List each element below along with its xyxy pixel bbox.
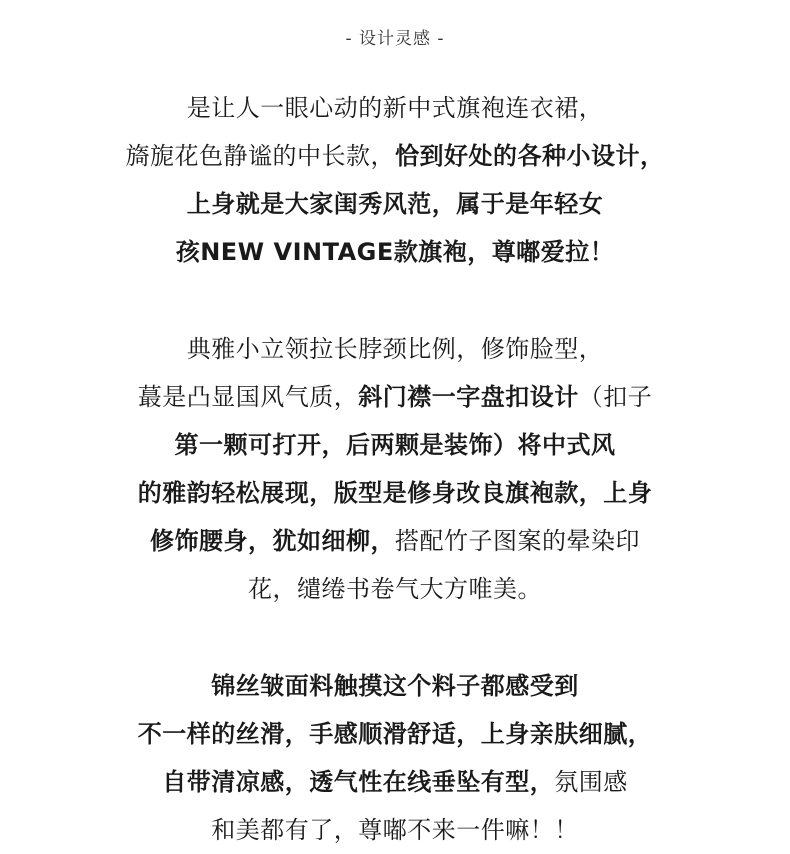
text-line (0, 710, 790, 758)
text-segment: 锦丝皱面料触摸这个料子都感受到 (211, 672, 579, 700)
text-segment: 搭配竹子图案的晕染印 (395, 527, 640, 555)
text-line (0, 517, 790, 565)
text-segment: 花，缱绻书卷气大方唯美。 (248, 575, 542, 603)
text-line (0, 565, 790, 613)
text-line (0, 373, 790, 421)
text-segment: 是让人一眼心动的新中式旗袍连衣裙， (186, 94, 604, 122)
text-segment: 和美都有了，尊嘟不来一件嘛！！ (211, 816, 579, 844)
text-line (0, 806, 790, 854)
text-segment: 自带清凉感，透气性在线垂坠有型， (162, 768, 555, 796)
text-line (0, 84, 790, 132)
text-segment: 斜门襟一字盘扣设计 (358, 383, 579, 411)
text-segment: 不一样的丝滑，手感顺滑舒适，上身亲肤细腻， (137, 720, 653, 748)
text-segment: 蕞是凸显国风气质， (137, 383, 359, 411)
text-segment: （扣子 (578, 383, 653, 411)
text-line (0, 132, 790, 180)
text-segment: 典雅小立领拉长脖颈比例，修饰脸型， (186, 335, 604, 363)
text-line (0, 180, 790, 228)
text-segment: 旖旎花色静谧的中长款， (125, 142, 395, 170)
section-title: - 设计灵感 - (345, 29, 445, 49)
text-line (0, 469, 790, 517)
text-line (0, 228, 790, 276)
text-segment: 氛围感 (554, 768, 628, 796)
text-segment: 上身就是大家闺秀风范，属于是年轻女 (186, 190, 604, 218)
paragraph-fabric (0, 662, 790, 854)
text-segment: 修饰腰身，犹如细柳， (150, 527, 395, 555)
text-line (0, 758, 790, 806)
paragraph-collar-details (0, 325, 790, 613)
text-segment: 恰到好处的各种小设计， (395, 142, 665, 170)
text-line (0, 421, 790, 469)
text-line (0, 662, 790, 710)
text-line (0, 325, 790, 373)
paragraph-design-inspiration (0, 84, 790, 276)
text-segment: 第一颗可打开，后两颗是装饰）将中式风 (174, 431, 616, 459)
text-segment: 孩NEW VINTAGE款旗袍，尊嘟爱拉！ (175, 238, 615, 266)
text-segment: 的雅韵轻松展现，版型是修身改良旗袍款，上身 (137, 479, 653, 507)
